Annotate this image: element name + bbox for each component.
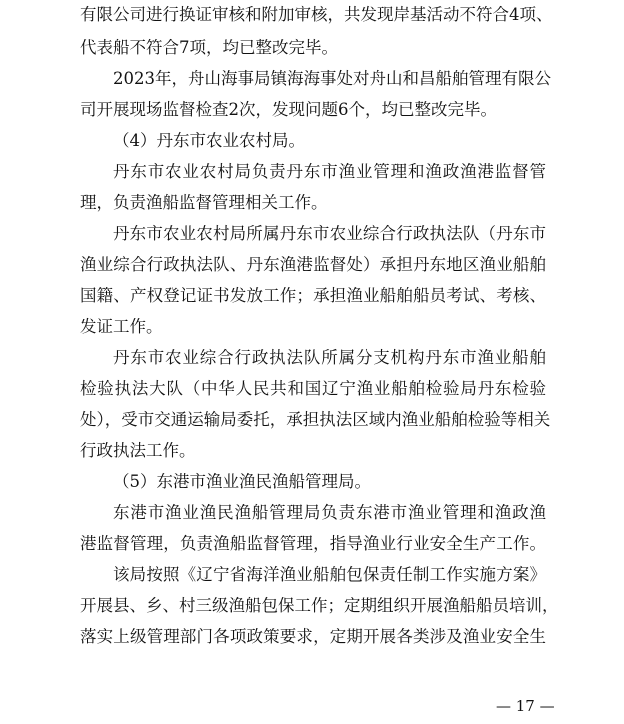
- paragraph-line: 理，负责渔船监督管理相关工作。: [80, 193, 328, 212]
- paragraph-line: 开展县、乡、村三级渔船包保工作；定期组织开展渔船船员培训，: [80, 596, 559, 615]
- paragraph-line: 司开展现场监督检查2次，发现问题6个，均已整改完毕。: [80, 100, 497, 119]
- paragraph-line: 丹东市农业综合行政执法队所属分支机构丹东市渔业船舶: [113, 348, 546, 367]
- paragraph-line: 代表船不符合7项，均已整改完毕。: [80, 38, 338, 57]
- paragraph-line: 国籍、产权登记证书发放工作；承担渔业船舶船员考试、考核、: [80, 286, 546, 305]
- section-heading: （4）丹东市农业农村局。: [113, 131, 305, 150]
- paragraph-line: 渔业综合行政执法队、丹东渔港监督处）承担丹东地区渔业船舶: [80, 255, 546, 274]
- section-heading: （5）东港市渔业渔民渔船管理局。: [113, 472, 371, 491]
- paragraph-line: 发证工作。: [80, 317, 163, 336]
- paragraph-line: 丹东市农业农村局所属丹东市农业综合行政执法队（丹东市: [113, 224, 546, 243]
- paragraph-line: 2023年，舟山海事局镇海海事处对舟山和昌船舶管理有限公: [113, 69, 551, 88]
- paragraph-line: 港监督管理，负责渔船监督管理，指导渔业行业安全生产工作。: [80, 534, 546, 553]
- paragraph-line: 落实上级管理部门各项政策要求，定期开展各类涉及渔业安全生: [80, 627, 546, 646]
- paragraph-line: 处），受市交通运输局委托，承担执法区域内渔业船舶检验等相关: [80, 410, 551, 429]
- paragraph-line: 有限公司进行换证审核和附加审核，共发现岸基活动不符合4项、: [80, 5, 553, 24]
- paragraph-line: 行政执法工作。: [80, 441, 196, 460]
- paragraph-line: 该局按照《辽宁省海洋渔业船舶包保责任制工作实施方案》: [113, 565, 546, 584]
- page-number: — 17 —: [496, 697, 555, 715]
- paragraph-line: 东港市渔业渔民渔船管理局负责东港市渔业管理和渔政渔: [113, 503, 546, 522]
- paragraph-line: 丹东市农业农村局负责丹东市渔业管理和渔政渔港监督管: [113, 162, 546, 181]
- paragraph-line: 检验执法大队（中华人民共和国辽宁渔业船舶检验局丹东检验: [80, 379, 546, 398]
